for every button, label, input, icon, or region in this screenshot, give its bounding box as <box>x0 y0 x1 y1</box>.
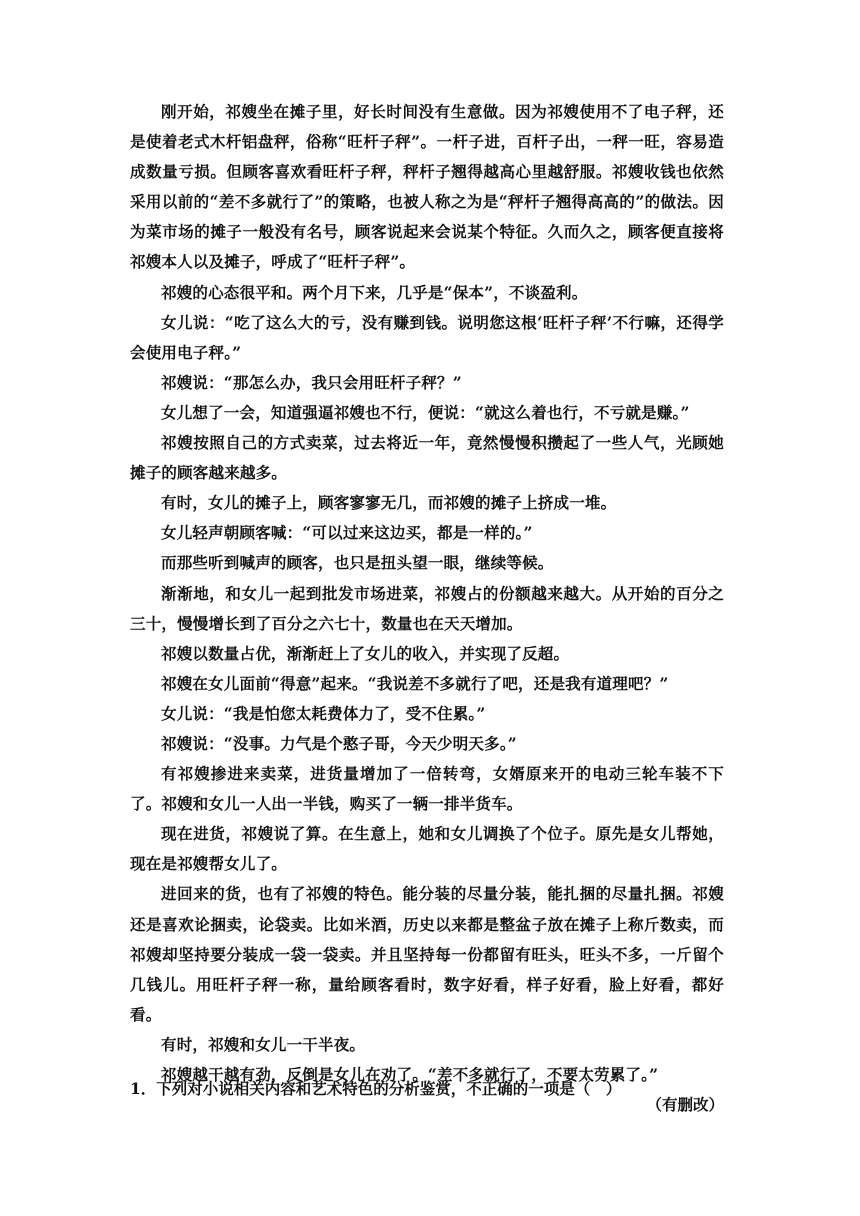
paragraph: 女儿说：“我是怕您太耗费体力了，受不住累。” <box>161 703 486 723</box>
paragraph: 渐渐地，和女儿一起到批发市场进菜，祁嫂占的份额越来越大。从开始的百分之三十，慢慢增长到了百分之六七十，数量也在天天增加。 <box>130 583 724 633</box>
source-note: （有删改） <box>646 1095 724 1115</box>
paragraph: 祁嫂的心态很平和。两个月下来，几乎是“保本”，不谈盈利。 <box>161 282 588 302</box>
paragraph: 现在进货，祁嫂说了算。在生意上，她和女儿调换了个位子。原先是女儿帮她，现在是祁嫂帮女儿了。 <box>130 824 724 874</box>
paragraph: 女儿想了一会，知道强逼祁嫂也不行，便说：“就这么着也行，不亏就是赚。” <box>161 402 690 422</box>
paragraph: 祁嫂在女儿面前“得意”起来。“我说差不多就行了吧，还是我有道理吧？” <box>161 673 669 693</box>
question-1: 1．下列对小说相关内容和艺术特色的分析鉴赏，不正确的一项是（ ） <box>130 1079 622 1098</box>
paragraph: 祁嫂以数量占优，渐渐赶上了女儿的收入，并实现了反超。 <box>161 643 570 663</box>
paragraph: 刚开始，祁嫂坐在摊子里，好长时间没有生意做。因为祁嫂使用不了电子秤，还是使着老式木杆铝盘秤，俗称“旺杆子秤”。一杆子进，百杆子出，一秤一旺，容易造成数量亏损。但顾客喜欢看旺杆子秤，秤杆子翘得越高心里越舒服。祁嫂收钱也依然采用以前的“差不多就行了”的策略，也被人称之为是“秤杆子翘得高高的”的做法。因为菜市场的摊子一般没有名号，顾客说起来会说某个特征。久而久之，顾客便直接将祁嫂本人以及摊子，呼成了“旺杆子秤”。 <box>130 102 724 272</box>
paragraph: 有时，祁嫂和女儿一干半夜。 <box>161 1034 366 1054</box>
paragraph: 有祁嫂掺进来卖菜，进货量增加了一倍转弯，女婿原来开的电动三轮车装不下了。祁嫂和女儿一人出一半钱，购买了一辆一排半货车。 <box>130 764 724 814</box>
paragraph: 有时，女儿的摊子上，顾客寥寥无几，而祁嫂的摊子上挤成一堆。 <box>161 493 617 513</box>
paragraph: 祁嫂说：“那怎么办，我只会用旺杆子秤？” <box>161 372 462 392</box>
story-text <box>130 97 724 1120</box>
paragraph: 祁嫂按照自己的方式卖菜，过去将近一年，竟然慢慢积攒起了一些人气，光顾她摊子的顾客越来越多。 <box>130 433 724 483</box>
paragraph: 祁嫂越干越有劲，反倒是女儿在劝了。“差不多就行了，不要太劳累了。” <box>161 1065 659 1084</box>
paragraph: 女儿轻声朝顾客喊：“可以过来这边买，都是一样的。” <box>161 523 533 543</box>
paragraph: 进回来的货，也有了祁嫂的特色。能分装的尽量分装，能扎捆的尽量扎捆。祁嫂还是喜欢论捆卖，论袋卖。比如米酒，历史以来都是整盆子放在摊子上称斤数卖，而祁嫂却坚持要分装成一袋一袋卖。并且坚持每一份都留有旺头，旺头不多，一斤留个几钱儿。用旺杆子秤一称，量给顾客看时，数字好看，样子好看，脸上好看，都好看。 <box>130 884 724 1024</box>
paragraph: 祁嫂说：“没事。力气是个憨子哥，今天少明天多。” <box>161 733 517 753</box>
paragraph: 女儿说：“吃了这么大的亏，没有赚到钱。说明您这根‘旺杆子秤’不行嘛，还得学会使用电子秤。” <box>130 312 724 362</box>
paragraph: 而那些听到喊声的顾客，也只是扭头望一眼，继续等候。 <box>161 553 554 573</box>
